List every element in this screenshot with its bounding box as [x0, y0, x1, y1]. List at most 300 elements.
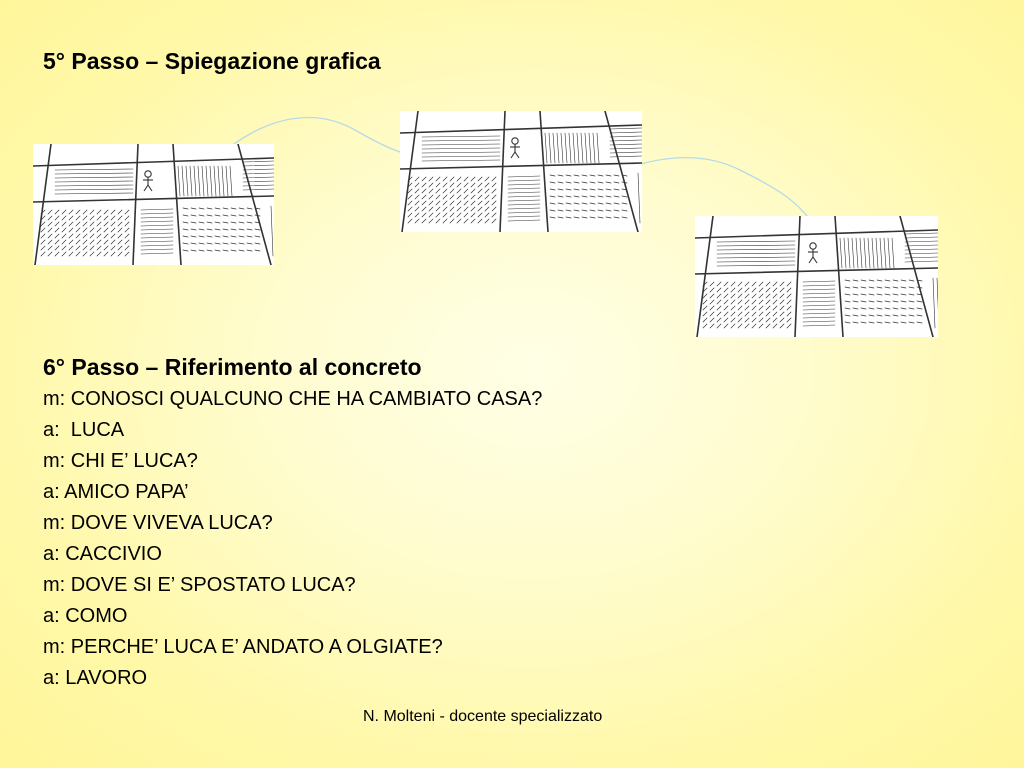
sketch-hatch — [231, 222, 236, 223]
sketch-hatch — [574, 210, 579, 211]
sketch-hatch — [90, 222, 94, 226]
sketch-hatch — [214, 166, 216, 196]
sketch-hatch — [622, 217, 627, 218]
sketch-hatch — [239, 229, 244, 230]
dialogue-line: a: CACCIVIO — [43, 543, 162, 565]
sketch-hatch — [471, 207, 475, 211]
sketch-hatch — [69, 210, 73, 214]
sketch-hatch — [917, 315, 922, 316]
sketch-hatch — [408, 195, 412, 199]
sketch-hatch — [905, 241, 938, 242]
sketch-hatch — [738, 288, 742, 292]
sketch-hatch — [780, 294, 784, 298]
sketch-hatch — [766, 312, 770, 316]
sketch-hatch — [773, 294, 777, 298]
sketch-hatch — [853, 294, 858, 295]
sketch-hatch — [62, 210, 66, 214]
sketch-hatch — [759, 300, 763, 304]
sketch-hatch — [485, 219, 489, 223]
sketch-hatch — [759, 324, 763, 328]
sketch-hatch — [861, 308, 866, 309]
sketch-hatch — [436, 207, 440, 211]
sketch-hatch — [408, 189, 412, 193]
sketch-hatch — [766, 288, 770, 292]
sketch-hatch — [597, 133, 599, 163]
sketch-hatch — [885, 301, 890, 302]
sketch-hatch — [745, 288, 749, 292]
sketch-hatch — [231, 229, 236, 230]
sketch-hatch — [780, 300, 784, 304]
sketch-hatch — [255, 236, 260, 237]
sketch-road-line — [173, 144, 181, 265]
sketch-hatch — [745, 318, 749, 322]
sketch-hatch — [478, 207, 482, 211]
sketch-hatch — [885, 315, 890, 316]
sketch-hatch — [83, 210, 87, 214]
sketch-hatch — [450, 207, 454, 211]
sketch-hatch — [97, 228, 101, 232]
step5-title: 5° Passo – Spiegazione grafica — [43, 48, 381, 74]
sketch-hatch — [457, 201, 461, 205]
sketch-hatch — [717, 294, 721, 298]
sketch-hatch — [550, 196, 555, 197]
sketch-hatch — [566, 175, 571, 176]
sketch-hatch — [41, 228, 45, 232]
dialogue-list — [43, 384, 542, 694]
sketch-hatch — [573, 133, 575, 163]
sketch-hatch — [141, 213, 173, 214]
sketch-hatch — [443, 195, 447, 199]
sketch-hatch — [492, 177, 496, 181]
sketch-hatch — [598, 203, 603, 204]
sketch-hatch — [845, 287, 850, 288]
sketch-hatch — [745, 300, 749, 304]
sketch-hatch — [48, 240, 52, 244]
sketch-hatch — [48, 210, 52, 214]
dialogue-line: a: COMO — [43, 605, 128, 627]
sketch-hatch — [104, 246, 108, 250]
sketch-hatch — [247, 208, 252, 209]
sketch-hatch — [780, 318, 784, 322]
sketch-hatch — [577, 133, 579, 163]
sketch-hatch — [752, 318, 756, 322]
sketch-hatch — [893, 301, 898, 302]
sketch-hatch — [97, 252, 101, 256]
stick-figure-icon — [510, 138, 520, 158]
sketch-hatch — [869, 294, 874, 295]
sketch-hatch — [582, 196, 587, 197]
sketch-hatch — [901, 294, 906, 295]
sketch-hatch — [69, 252, 73, 256]
sketch-hatch — [485, 207, 489, 211]
sketch-hatch — [450, 201, 454, 205]
sketch-hatch — [853, 280, 858, 281]
sketch-hatch — [877, 322, 882, 323]
sketch-hatch — [773, 324, 777, 328]
sketch-hatch — [471, 213, 475, 217]
sketch-hatch — [614, 210, 619, 211]
sketch-hatch — [582, 210, 587, 211]
sketch-hatch — [62, 234, 66, 238]
sketch-hatch — [766, 318, 770, 322]
sketch-hatch — [508, 188, 540, 189]
sketch-hatch — [471, 219, 475, 223]
sketch-hatch — [703, 300, 707, 304]
sketch-hatch — [471, 189, 475, 193]
sketch-hatch — [766, 306, 770, 310]
sketch-hatch — [909, 308, 914, 309]
sketch-hatch — [724, 324, 728, 328]
sketch-hatch — [598, 189, 603, 190]
sketch-hatch — [429, 177, 433, 181]
sketch-hatch — [905, 233, 938, 234]
sketch-hatch — [558, 196, 563, 197]
sketch-hatch — [877, 315, 882, 316]
sketch-hatch — [191, 229, 196, 230]
sketch-hatch — [41, 234, 45, 238]
sketch-hatch — [550, 189, 555, 190]
sketch-hatch — [590, 175, 595, 176]
sketch-hatch — [803, 321, 835, 322]
sketch-hatch — [872, 238, 874, 268]
sketch-hatch — [566, 189, 571, 190]
sketch-hatch — [582, 189, 587, 190]
sketch-drawing — [33, 144, 274, 265]
sketch-hatch — [582, 175, 587, 176]
sketch-hatch — [118, 240, 122, 244]
sketch-hatch — [717, 241, 795, 242]
sketch-hatch — [436, 201, 440, 205]
sketch-hatch — [787, 288, 791, 292]
sketch-hatch — [48, 222, 52, 226]
sketch-hatch — [215, 222, 220, 223]
sketch-hatch — [909, 322, 914, 323]
sketch-hatch — [215, 236, 220, 237]
sketch-hatch — [429, 183, 433, 187]
sketch-hatch — [76, 246, 80, 250]
sketch-hatch — [803, 289, 835, 290]
sketch-hatch — [717, 257, 795, 258]
sketch-hatch — [76, 216, 80, 220]
sketch-hatch — [485, 177, 489, 181]
sketch-hatch — [759, 282, 763, 286]
sketch-hatch — [55, 234, 59, 238]
sketch-hatch — [408, 201, 412, 205]
sketch-hatch — [450, 177, 454, 181]
sketch-road-line — [835, 216, 843, 337]
sketch-hatch — [97, 246, 101, 250]
sketch-hatch — [893, 315, 898, 316]
sketch-hatch — [97, 222, 101, 226]
sketch-hatch — [471, 201, 475, 205]
sketch-hatch — [845, 301, 850, 302]
sketch-hatch — [97, 210, 101, 214]
sketch-road-line — [695, 230, 938, 238]
sketch-hatch — [574, 203, 579, 204]
sketch-hatch — [803, 309, 835, 310]
sketch-hatch — [231, 250, 236, 251]
sketch-hatch — [745, 312, 749, 316]
sketch-hatch — [69, 234, 73, 238]
sketch-hatch — [485, 195, 489, 199]
sketch-hatch — [231, 208, 236, 209]
sketch-hatch — [745, 324, 749, 328]
sketch-hatch — [422, 156, 500, 157]
sketch-hatch — [581, 133, 583, 163]
sketch-hatch — [243, 165, 274, 166]
sketch-hatch — [731, 300, 735, 304]
dialogue-line: a: LUCA — [43, 419, 125, 441]
sketch-hatch — [614, 203, 619, 204]
sketch-hatch — [198, 166, 200, 196]
sketch-hatch — [55, 216, 59, 220]
sketch-drawing — [695, 216, 938, 337]
sketch-hatch — [508, 212, 540, 213]
sketch-hatch — [703, 318, 707, 322]
sketch-hatch — [508, 192, 540, 193]
sketch-hatch — [83, 240, 87, 244]
sketch-hatch — [464, 183, 468, 187]
sketch-hatch — [223, 222, 228, 223]
sketch-hatch — [191, 208, 196, 209]
sketch-hatch — [598, 217, 603, 218]
sketch-hatch — [243, 189, 274, 190]
sketch-hatch — [861, 287, 866, 288]
sketch-hatch — [415, 195, 419, 199]
stick-figure-icon — [808, 243, 818, 263]
sketch-hatch — [415, 201, 419, 205]
sketch-hatch — [55, 222, 59, 226]
sketch-hatch — [877, 301, 882, 302]
sketch-hatch — [845, 294, 850, 295]
sketch-hatch — [731, 282, 735, 286]
sketch-hatch — [593, 133, 595, 163]
sketch-hatch — [550, 182, 555, 183]
sketch-hatch — [803, 281, 835, 282]
sketch-hatch — [606, 196, 611, 197]
sketch-hatch — [457, 207, 461, 211]
sketch-hatch — [55, 181, 133, 182]
sketch-hatch — [861, 322, 866, 323]
sketch-hatch — [893, 280, 898, 281]
sketch-hatch — [717, 261, 795, 262]
sketch-hatch — [582, 203, 587, 204]
sketch-hatch — [901, 322, 906, 323]
sketch-hatch — [429, 207, 433, 211]
sketch-hatch — [752, 324, 756, 328]
sketch-hatch — [41, 222, 45, 226]
sketch-road-line — [400, 125, 642, 133]
sketch-hatch — [83, 246, 87, 250]
sketch-hatch — [787, 282, 791, 286]
sketch-hatch — [885, 280, 890, 281]
sketch-hatch — [76, 252, 80, 256]
sketch-hatch — [415, 177, 419, 181]
sketch-hatch — [803, 293, 835, 294]
sketch-hatch — [118, 222, 122, 226]
dialogue-line: m: CONOSCI QUALCUNO CHE HA CAMBIATO CASA? — [43, 388, 543, 410]
sketch-hatch — [207, 243, 212, 244]
sketch-hatch — [415, 219, 419, 223]
sketch-hatch — [183, 236, 188, 237]
sketch-hatch — [215, 243, 220, 244]
sketch-hatch — [76, 240, 80, 244]
sketch-hatch — [787, 300, 791, 304]
sketch-hatch — [48, 246, 52, 250]
sketch-hatch — [48, 228, 52, 232]
sketch-hatch — [773, 312, 777, 316]
sketch-hatch — [443, 177, 447, 181]
sketch-hatch — [861, 280, 866, 281]
sketch-hatch — [780, 312, 784, 316]
sketch-hatch — [183, 243, 188, 244]
sketch-hatch — [759, 294, 763, 298]
sketch-hatch — [773, 288, 777, 292]
sketch-road-line — [35, 144, 51, 265]
sketch-hatch — [97, 234, 101, 238]
sketch-hatch — [610, 132, 642, 133]
sketch-hatch — [429, 189, 433, 193]
sketch-hatch — [787, 294, 791, 298]
sketch-hatch — [558, 189, 563, 190]
sketch-hatch — [803, 313, 835, 314]
sketch-hatch — [566, 217, 571, 218]
sketch-hatch — [478, 201, 482, 205]
sketch-hatch — [436, 177, 440, 181]
sketch-hatch — [215, 208, 220, 209]
sketch-hatch — [787, 324, 791, 328]
sketch-hatch — [773, 318, 777, 322]
sketch-hatch — [118, 216, 122, 220]
sketch-hatch — [909, 287, 914, 288]
dialogue-line: a: AMICO PAPA’ — [43, 481, 189, 503]
sketch-hatch — [191, 236, 196, 237]
sketch-hatch — [909, 294, 914, 295]
sketch-hatch — [614, 196, 619, 197]
sketch-hatch — [207, 222, 212, 223]
sketch-hatch — [574, 217, 579, 218]
sketch-hatch — [422, 160, 500, 161]
sketch-hatch — [508, 184, 540, 185]
sketch-hatch — [485, 183, 489, 187]
sketch-hatch — [104, 210, 108, 214]
sketch-hatch — [590, 203, 595, 204]
sketch-hatch — [590, 196, 595, 197]
sketch-hatch — [803, 301, 835, 302]
sketch-hatch — [745, 306, 749, 310]
sketch-hatch — [877, 287, 882, 288]
sketch-hatch — [83, 222, 87, 226]
sketch-hatch — [582, 182, 587, 183]
sketch-hatch — [738, 318, 742, 322]
sketch-hatch — [752, 300, 756, 304]
sketch-hatch — [111, 222, 115, 226]
sketch-hatch — [104, 228, 108, 232]
sketch-hatch — [111, 216, 115, 220]
sketch-hatch — [443, 201, 447, 205]
sketch-hatch — [429, 219, 433, 223]
sketch-hatch — [478, 183, 482, 187]
sketch-hatch — [622, 210, 627, 211]
sketch-hatch — [892, 238, 894, 268]
sketch-hatch — [557, 133, 559, 163]
sketch-hatch — [885, 287, 890, 288]
sketch-hatch — [415, 213, 419, 217]
sketch-hatch — [62, 252, 66, 256]
sketch-hatch — [215, 215, 220, 216]
sketch-hatch — [69, 246, 73, 250]
sketch-hatch — [41, 252, 45, 256]
sketch-hatch — [724, 282, 728, 286]
sketch-hatch — [864, 238, 866, 268]
sketch-hatch — [55, 228, 59, 232]
sketch-hatch — [566, 203, 571, 204]
sketch-hatch — [766, 324, 770, 328]
sketch-hatch — [408, 207, 412, 211]
sketch-hatch — [41, 240, 45, 244]
sketch-hatch — [199, 215, 204, 216]
sketch-hatch — [717, 306, 721, 310]
sketch-hatch — [255, 215, 260, 216]
sketch-hatch — [780, 288, 784, 292]
sketch-hatch — [803, 285, 835, 286]
sketch-hatch — [853, 301, 858, 302]
sketch-road-line — [33, 196, 274, 202]
sketch-hatch — [464, 189, 468, 193]
sketch-hatch — [508, 180, 540, 181]
sketch-hatch — [178, 166, 180, 196]
sketch-hatch — [104, 216, 108, 220]
sketch-hatch — [97, 216, 101, 220]
sketch-hatch — [76, 228, 80, 232]
sketch-hatch — [909, 315, 914, 316]
sketch-hatch — [901, 280, 906, 281]
sketch-hatch — [206, 166, 208, 196]
sketch-hatch — [83, 234, 87, 238]
sketch-hatch — [125, 234, 129, 238]
sketch-hatch — [574, 175, 579, 176]
sketch-hatch — [207, 236, 212, 237]
sketch-hatch — [717, 265, 795, 266]
sketch-hatch — [118, 210, 122, 214]
sketch-hatch — [202, 166, 204, 196]
sketch-hatch — [888, 238, 890, 268]
sketch-hatch — [230, 166, 232, 196]
sketch-hatch — [464, 213, 468, 217]
dialogue-line: m: CHI E’ LUCA? — [43, 450, 198, 472]
sketch-hatch — [239, 250, 244, 251]
sketch-hatch — [550, 217, 555, 218]
sketch-hatch — [111, 252, 115, 256]
sketch-hatch — [457, 195, 461, 199]
sketch-hatch — [255, 229, 260, 230]
sketch-hatch — [876, 238, 878, 268]
sketch-hatch — [90, 228, 94, 232]
sketch-hatch — [606, 217, 611, 218]
sketch-hatch — [752, 294, 756, 298]
sketch-road-line — [697, 216, 713, 337]
sketch-hatch — [738, 282, 742, 286]
sketch-hatch — [724, 306, 728, 310]
sketch-hatch — [90, 240, 94, 244]
sketch-hatch — [69, 216, 73, 220]
sketch-hatch — [585, 133, 587, 163]
sketch-hatch — [69, 228, 73, 232]
sketch-hatch — [118, 234, 122, 238]
sketch-hatch — [614, 189, 619, 190]
sketch-hatch — [118, 246, 122, 250]
sketch-hatch — [97, 240, 101, 244]
